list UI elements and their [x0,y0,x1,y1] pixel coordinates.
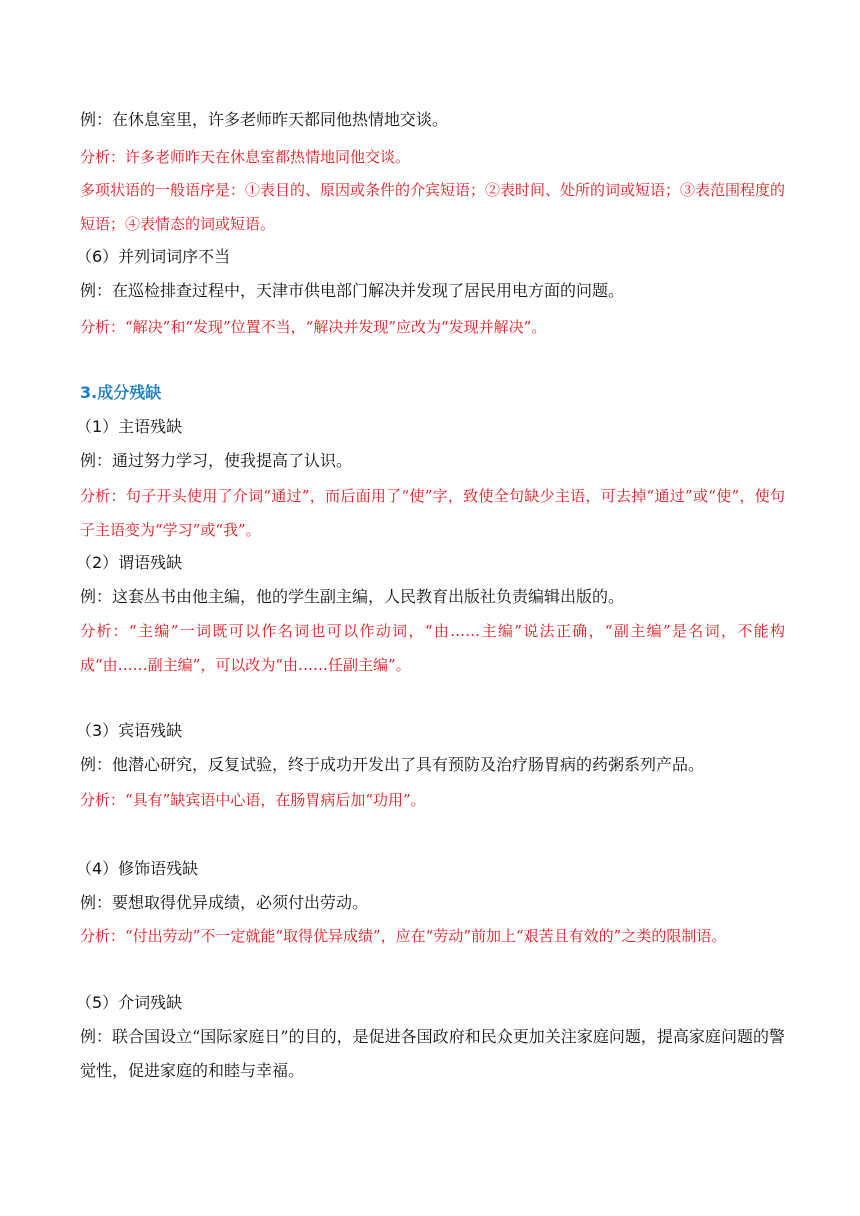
example-text: 例：在休息室里，许多老师昨天都同他热情地交谈。 [80,110,449,129]
analysis-text: 分析：“解决”和“发现”位置不当，“解决并发现”应改为“发现并解决”。 [80,318,547,336]
subsection-heading: （1）主语残缺 [76,417,183,436]
analysis-text: 多项状语的一般语序是：①表目的、原因或条件的介宾短语；②表时间、处所的词或短语；③表范围程度的短语；④表情态的词或短语。 [80,181,786,233]
example-text: 例：联合国设立“国际家庭日”的目的，是促进各国政府和民众更加关注家庭问题，提高家庭问题的警觉性，促进家庭的和睦与幸福。 [80,1027,785,1080]
subsection-heading: （6）并列词词序不当 [76,247,231,266]
subsection-heading: （2）谓语残缺 [76,553,183,572]
analysis-text: 分析：“具有”缺宾语中心语，在肠胃病后加“功用”。 [80,791,426,809]
analysis-text: 分析：“主编”一词既可以作名词也可以作动词，“由……主编”说法正确，“副主编”是名词，不能构成“由……副主编”，可以改为“由……任副主编”。 [80,622,785,674]
subsection-heading: （4）修饰语残缺 [76,859,199,878]
example-text: 例：通过努力学习，使我提高了认识。 [80,451,353,470]
subsection-heading: （5）介词残缺 [76,993,183,1012]
example-text: 例：他潜心研究，反复试验，终于成功开发出了具有预防及治疗肠胃病的药粥系列产品。 [80,755,705,774]
section-heading: 3.成分残缺 [80,383,162,402]
analysis-text: 分析：“付出劳动”不一定就能“取得优异成绩”，应在“劳动”前加上“艰苦且有效的”之类的限制语。 [80,927,727,945]
analysis-text: 分析：许多老师昨天在休息室都热情地同他交谈。 [80,148,411,166]
example-text: 例：在巡检排查过程中，天津市供电部门解决并发现了居民用电方面的问题。 [80,281,625,300]
example-text: 例：要想取得优异成绩，必须付出劳动。 [80,893,369,912]
subsection-heading: （3）宾语残缺 [76,721,183,740]
analysis-text: 分析：句子开头使用了介词“通过”，而后面用了“使”字，致使全句缺少主语，可去掉“通过”或“使”，使句子主语变为“学习”或“我”。 [80,487,785,539]
example-text: 例：这套丛书由他主编，他的学生副主编，人民教育出版社负责编辑出版的。 [80,587,625,606]
